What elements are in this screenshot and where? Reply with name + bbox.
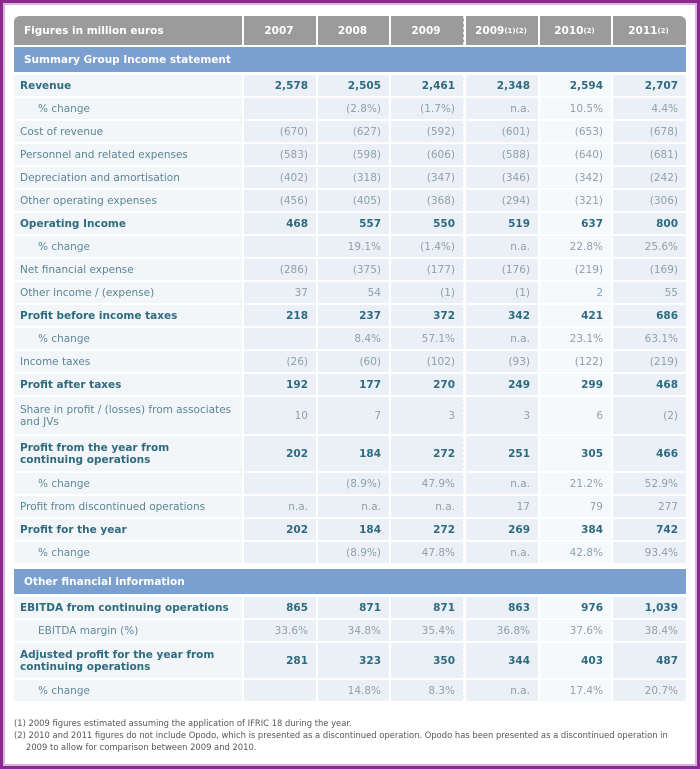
value-cell: 6 (540, 397, 611, 434)
value-cell: 637 (540, 213, 611, 234)
value-cell (244, 236, 316, 257)
table-row (14, 144, 686, 165)
value-cell: 7 (318, 397, 389, 434)
row-label (14, 328, 242, 349)
row-label-text: Adjusted profit for the year from continuing operations (20, 648, 215, 673)
value-cell: 299 (540, 374, 611, 395)
value-cell: (368) (391, 190, 464, 211)
value-cell: 2,505 (318, 75, 389, 96)
value-cell: n.a. (466, 473, 538, 494)
value-cell: n.a. (244, 496, 316, 517)
value-cell: 800 (613, 213, 686, 234)
value-cell: 37.6% (540, 620, 611, 641)
row-label (14, 259, 242, 280)
value-cell: 10.5% (540, 98, 611, 119)
value-cell: 344 (466, 643, 538, 678)
row-label (14, 397, 242, 434)
table-header-row (14, 16, 686, 45)
value-cell: 686 (613, 305, 686, 326)
value-cell: (405) (318, 190, 389, 211)
table-row (14, 351, 686, 372)
value-cell: 38.4% (613, 620, 686, 641)
value-cell: (681) (613, 144, 686, 165)
value-cell: (294) (466, 190, 538, 211)
footnotes (14, 717, 686, 753)
value-cell: (306) (613, 190, 686, 211)
value-cell: 281 (244, 643, 316, 678)
value-cell: 8.3% (391, 680, 464, 701)
table-row (14, 305, 686, 326)
value-cell: (177) (391, 259, 464, 280)
value-cell: (242) (613, 167, 686, 188)
value-cell: (93) (466, 351, 538, 372)
header-col-2010: 2010 (2) (540, 16, 611, 45)
value-cell: 270 (391, 374, 464, 395)
row-label (14, 98, 242, 119)
value-cell: n.a. (318, 496, 389, 517)
row-label (14, 236, 242, 257)
value-cell: 871 (318, 597, 389, 618)
value-cell: (601) (466, 121, 538, 142)
value-cell: 272 (391, 519, 464, 540)
value-cell: 63.1% (613, 328, 686, 349)
row-label-text: Profit from the year from continuing operations (20, 441, 170, 466)
value-cell: 93.4% (613, 542, 686, 563)
section-header: Summary Group Income statement (14, 47, 686, 72)
value-cell: n.a. (466, 328, 538, 349)
value-cell: 47.9% (391, 473, 464, 494)
value-cell: 323 (318, 643, 389, 678)
value-cell: 22.8% (540, 236, 611, 257)
value-cell: 202 (244, 436, 316, 471)
value-cell: (26) (244, 351, 316, 372)
row-label-text: % change (38, 102, 90, 115)
value-cell: 192 (244, 374, 316, 395)
value-cell: 1,039 (613, 597, 686, 618)
row-label (14, 144, 242, 165)
value-cell: (375) (318, 259, 389, 280)
value-cell: 468 (244, 213, 316, 234)
value-cell: 272 (391, 436, 464, 471)
value-cell: 19.1% (318, 236, 389, 257)
header-col-2007: 2007 (244, 16, 316, 45)
header-col-2009: 2009 (391, 16, 464, 45)
table-row (14, 597, 686, 618)
table-row (14, 282, 686, 303)
value-cell: 23.1% (540, 328, 611, 349)
value-cell: (8.9%) (318, 542, 389, 563)
value-cell: 8.4% (318, 328, 389, 349)
value-cell: 2,578 (244, 75, 316, 96)
value-cell: (1) (391, 282, 464, 303)
value-cell: n.a. (466, 236, 538, 257)
value-cell: (342) (540, 167, 611, 188)
row-label-text: % change (38, 332, 90, 345)
value-cell: (1) (466, 282, 538, 303)
row-label-text: Profit before income taxes (20, 309, 178, 322)
header-label: Figures in million euros (14, 16, 242, 45)
value-cell: 863 (466, 597, 538, 618)
value-cell: (588) (466, 144, 538, 165)
value-cell: 17.4% (540, 680, 611, 701)
value-cell: 550 (391, 213, 464, 234)
value-cell: (456) (244, 190, 316, 211)
value-cell (244, 98, 316, 119)
row-label-text: % change (38, 477, 90, 490)
value-cell: 177 (318, 374, 389, 395)
value-cell: 3 (466, 397, 538, 434)
row-label (14, 643, 242, 678)
value-cell: 557 (318, 213, 389, 234)
value-cell: 21.2% (540, 473, 611, 494)
value-cell (244, 680, 316, 701)
row-label-text: Cost of revenue (20, 125, 104, 138)
table-row (14, 519, 686, 540)
value-cell: 865 (244, 597, 316, 618)
value-cell: (402) (244, 167, 316, 188)
header-col-2009-adjusted: 2009 (1)(2) (466, 16, 538, 45)
table-row (14, 190, 686, 211)
value-cell: 184 (318, 519, 389, 540)
value-cell: (627) (318, 121, 389, 142)
value-cell: n.a. (466, 98, 538, 119)
row-label (14, 121, 242, 142)
row-label-text: Operating Income (20, 217, 126, 230)
row-label-text: Profit for the year (20, 523, 127, 536)
value-cell: 42.8% (540, 542, 611, 563)
income-statement-table (14, 16, 686, 703)
value-cell: n.a. (391, 496, 464, 517)
row-label (14, 190, 242, 211)
table-row (14, 542, 686, 563)
row-label (14, 542, 242, 563)
value-cell: 25.6% (613, 236, 686, 257)
table-row (14, 643, 686, 678)
value-cell: 372 (391, 305, 464, 326)
row-label-text: % change (38, 684, 90, 697)
value-cell: (102) (391, 351, 464, 372)
table-row (14, 259, 686, 280)
row-label-text: Revenue (20, 79, 72, 92)
row-label (14, 620, 242, 641)
value-cell: 36.8% (466, 620, 538, 641)
table-row (14, 436, 686, 471)
row-label (14, 374, 242, 395)
value-cell: (346) (466, 167, 538, 188)
table-row (14, 98, 686, 119)
value-cell: 237 (318, 305, 389, 326)
value-cell: 17 (466, 496, 538, 517)
value-cell: 79 (540, 496, 611, 517)
footnote-1: (1) 2009 figures estimated assuming the application of IFRIC 18 during the year. (14, 718, 352, 728)
table-row (14, 620, 686, 641)
value-cell: 251 (466, 436, 538, 471)
row-label-text: Income taxes (20, 355, 91, 368)
value-cell: (2.8%) (318, 98, 389, 119)
value-cell: 742 (613, 519, 686, 540)
value-cell: (1.4%) (391, 236, 464, 257)
value-cell: (1.7%) (391, 98, 464, 119)
row-label-text: % change (38, 546, 90, 559)
value-cell: (169) (613, 259, 686, 280)
table-row (14, 680, 686, 701)
value-cell: (321) (540, 190, 611, 211)
value-cell: (219) (613, 351, 686, 372)
value-cell: 202 (244, 519, 316, 540)
table-row (14, 236, 686, 257)
value-cell: 2,594 (540, 75, 611, 96)
value-cell: (598) (318, 144, 389, 165)
value-cell: 384 (540, 519, 611, 540)
value-cell (244, 542, 316, 563)
row-label-text: Other income / (expense) (20, 286, 155, 299)
row-label-text: EBITDA from continuing operations (20, 601, 229, 614)
value-cell: 2 (540, 282, 611, 303)
row-label (14, 351, 242, 372)
table-row (14, 374, 686, 395)
value-cell: 871 (391, 597, 464, 618)
header-col-2008: 2008 (318, 16, 389, 45)
value-cell: 4.4% (613, 98, 686, 119)
table-row (14, 121, 686, 142)
row-label (14, 597, 242, 618)
value-cell: 487 (613, 643, 686, 678)
footnote-2: (2) 2010 and 2011 figures do not include Opodo, which is presented as a discontinued operation. Opodo has been presented as a discontinued operation in 2009 to allow for comparison between 2009 and 2010. (14, 730, 668, 752)
value-cell: (670) (244, 121, 316, 142)
row-label-text: Other operating expenses (20, 194, 157, 207)
value-cell: 20.7% (613, 680, 686, 701)
row-label (14, 75, 242, 96)
value-cell: 468 (613, 374, 686, 395)
value-cell: (653) (540, 121, 611, 142)
value-cell: 54 (318, 282, 389, 303)
row-label-text: Net financial expense (20, 263, 134, 276)
header-col-2011: 2011 (2) (613, 16, 686, 45)
value-cell: (640) (540, 144, 611, 165)
row-label (14, 213, 242, 234)
value-cell: 350 (391, 643, 464, 678)
value-cell: 2,707 (613, 75, 686, 96)
value-cell: (176) (466, 259, 538, 280)
row-label-text: Personnel and related expenses (20, 148, 188, 161)
value-cell: 421 (540, 305, 611, 326)
table-row (14, 167, 686, 188)
row-label-text: Profit after taxes (20, 378, 122, 391)
table-row (14, 328, 686, 349)
value-cell: 269 (466, 519, 538, 540)
value-cell: 184 (318, 436, 389, 471)
value-cell: 33.6% (244, 620, 316, 641)
value-cell: 37 (244, 282, 316, 303)
table-body (14, 47, 686, 701)
value-cell: 14.8% (318, 680, 389, 701)
value-cell: 10 (244, 397, 316, 434)
row-label (14, 282, 242, 303)
value-cell: (286) (244, 259, 316, 280)
value-cell: n.a. (466, 542, 538, 563)
row-label-text: EBITDA margin (%) (38, 624, 139, 637)
value-cell: 519 (466, 213, 538, 234)
value-cell: 466 (613, 436, 686, 471)
value-cell: 2,461 (391, 75, 464, 96)
value-cell (244, 328, 316, 349)
table-row (14, 496, 686, 517)
value-cell: (8.9%) (318, 473, 389, 494)
value-cell: 305 (540, 436, 611, 471)
value-cell: 342 (466, 305, 538, 326)
value-cell: 57.1% (391, 328, 464, 349)
value-cell: 249 (466, 374, 538, 395)
value-cell: (606) (391, 144, 464, 165)
row-label (14, 167, 242, 188)
row-label-text: % change (38, 240, 90, 253)
row-label (14, 436, 242, 471)
row-label (14, 519, 242, 540)
value-cell: (219) (540, 259, 611, 280)
value-cell: 52.9% (613, 473, 686, 494)
value-cell: 34.8% (318, 620, 389, 641)
value-cell: 2,348 (466, 75, 538, 96)
table-row (14, 473, 686, 494)
row-label (14, 680, 242, 701)
value-cell: (583) (244, 144, 316, 165)
row-label-text: Profit from discontinued operations (20, 500, 206, 513)
table-row (14, 213, 686, 234)
row-label (14, 496, 242, 517)
value-cell: (318) (318, 167, 389, 188)
value-cell: 55 (613, 282, 686, 303)
row-label (14, 473, 242, 494)
value-cell: 277 (613, 496, 686, 517)
value-cell (244, 473, 316, 494)
row-label-text: Share in profit / (losses) from associates and JVs (20, 403, 232, 428)
value-cell: (592) (391, 121, 464, 142)
value-cell: (347) (391, 167, 464, 188)
value-cell: 403 (540, 643, 611, 678)
value-cell: 35.4% (391, 620, 464, 641)
value-cell: (60) (318, 351, 389, 372)
value-cell: (122) (540, 351, 611, 372)
value-cell: (2) (613, 397, 686, 434)
table-row (14, 75, 686, 96)
row-label-text: Depreciation and amortisation (20, 171, 180, 184)
row-label (14, 305, 242, 326)
value-cell: n.a. (466, 680, 538, 701)
section-header: Other financial information (14, 569, 686, 594)
value-cell: 218 (244, 305, 316, 326)
value-cell: 47.8% (391, 542, 464, 563)
value-cell: 976 (540, 597, 611, 618)
table-row (14, 397, 686, 434)
value-cell: 3 (391, 397, 464, 434)
value-cell: (678) (613, 121, 686, 142)
